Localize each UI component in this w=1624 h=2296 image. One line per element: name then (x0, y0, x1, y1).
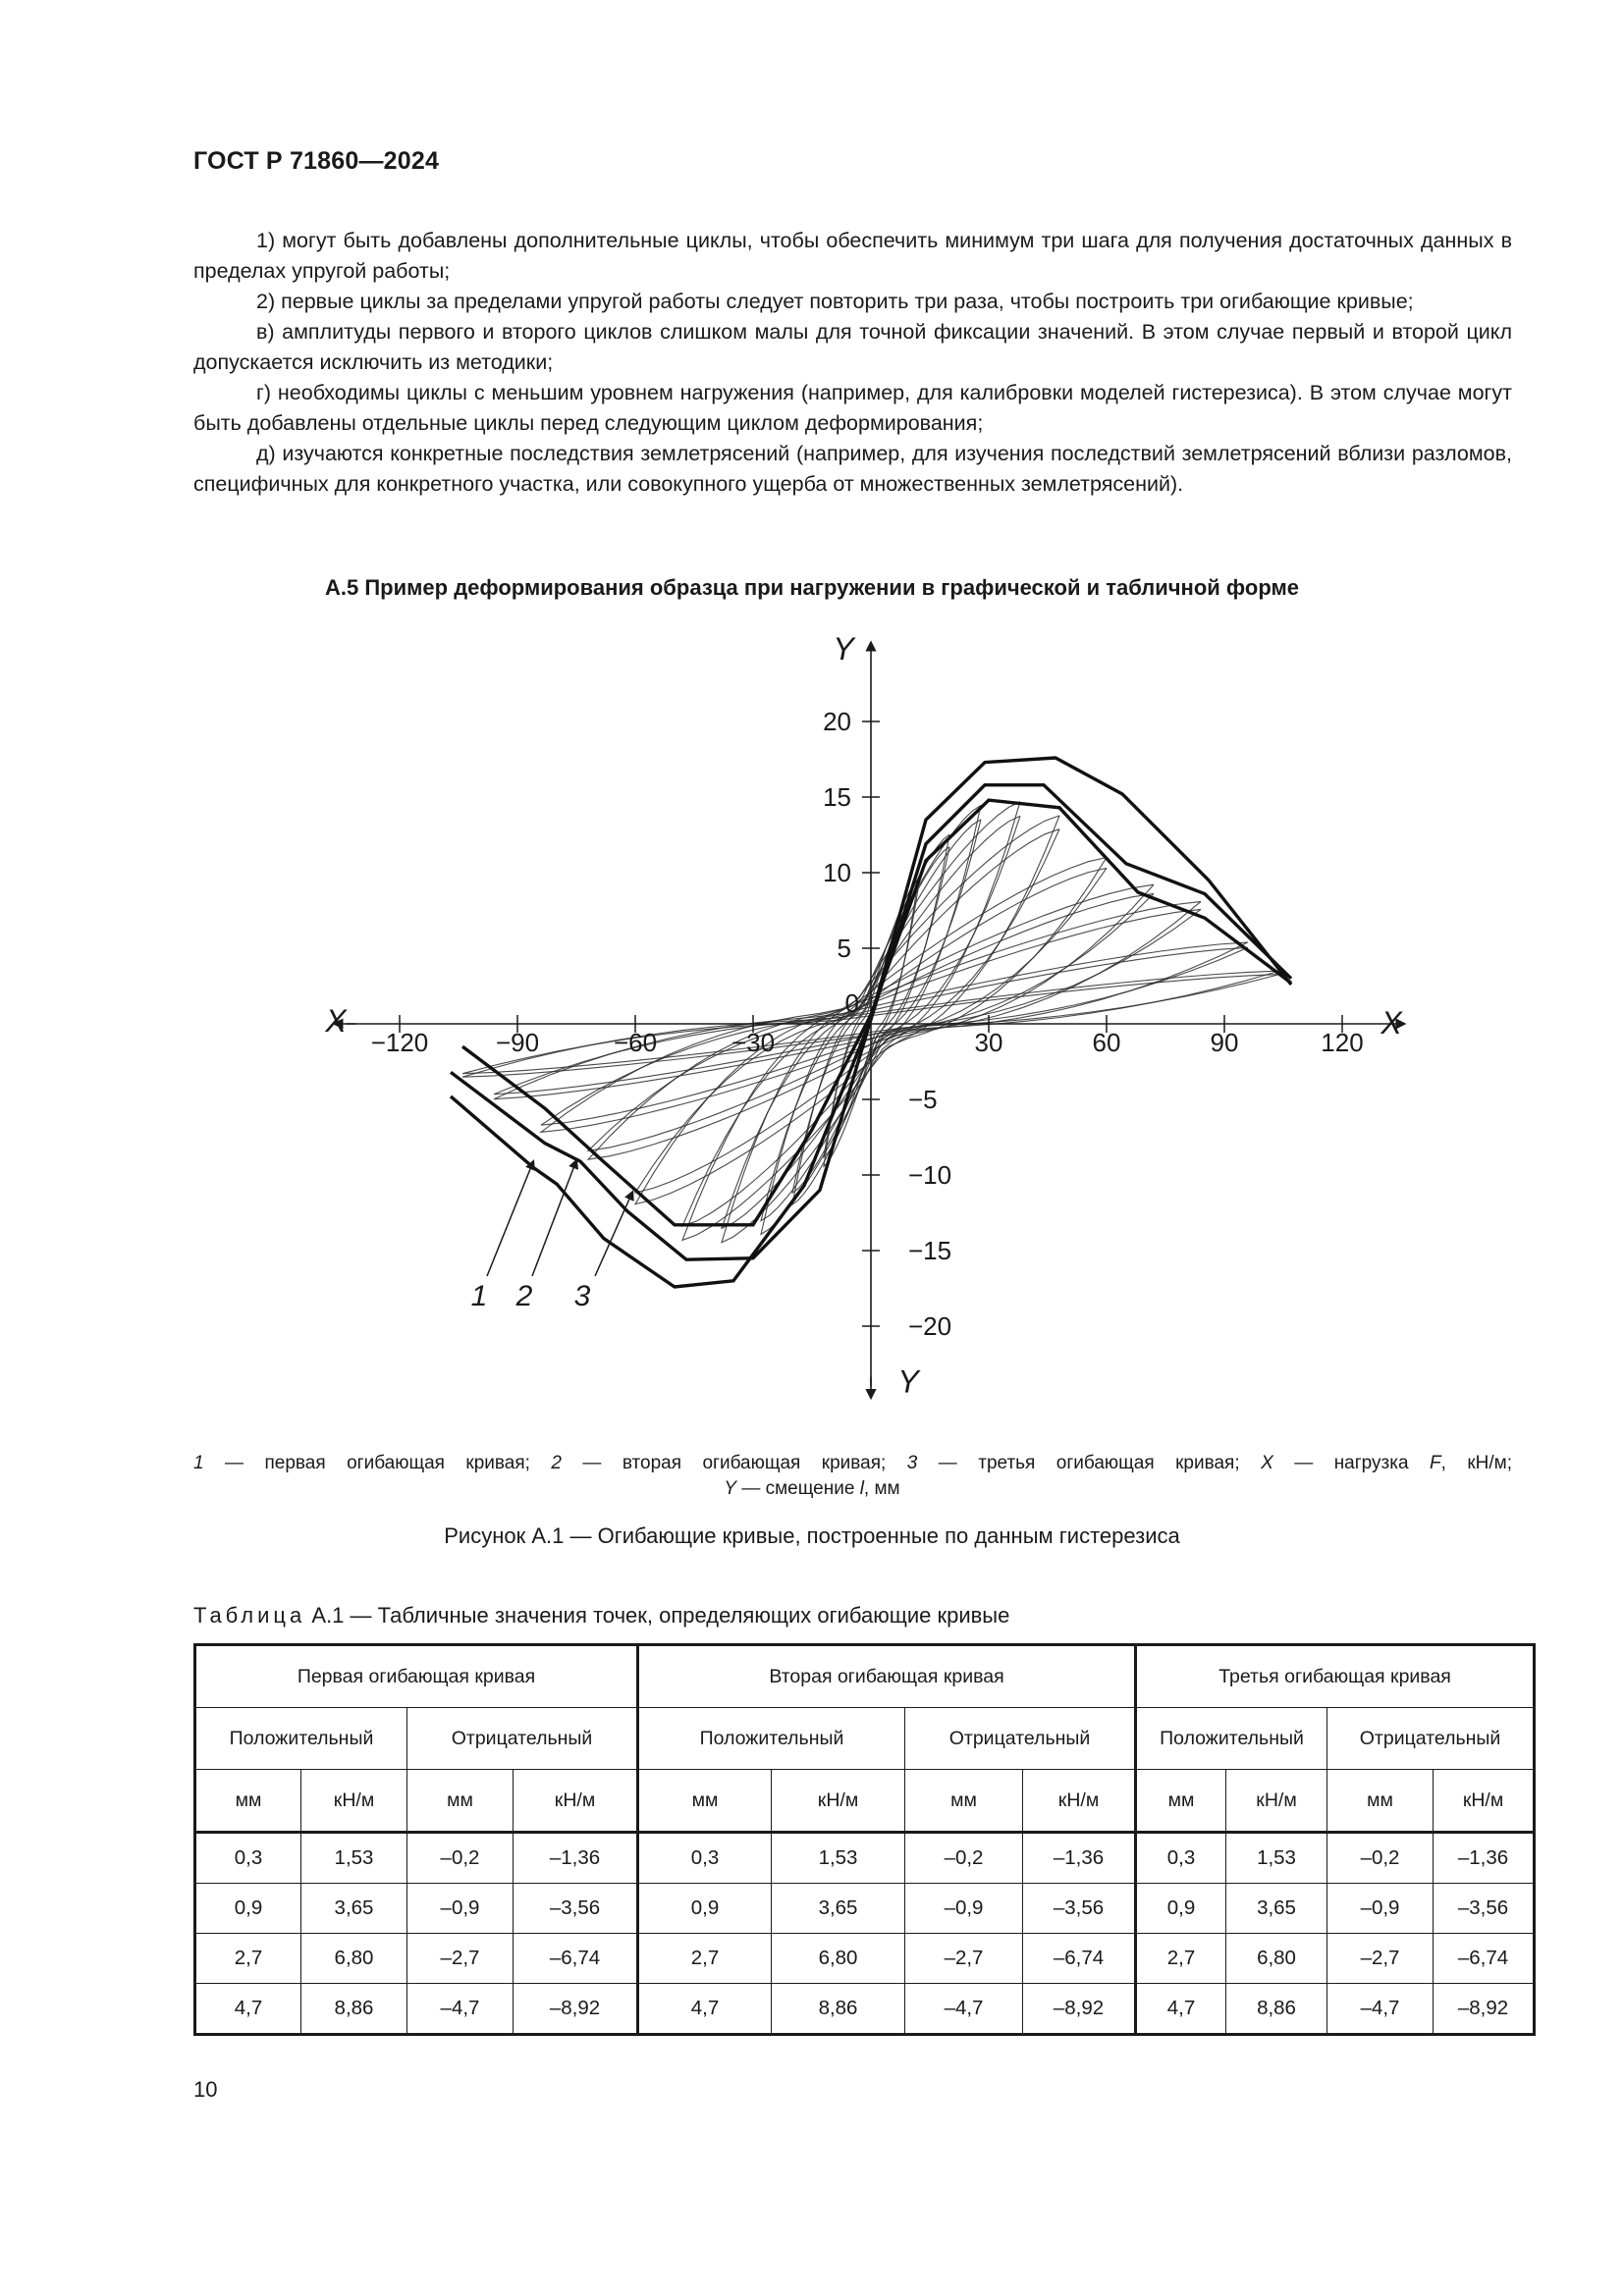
unit-header: кН/м (1434, 1770, 1535, 1833)
table-cell: –8,92 (1023, 1984, 1136, 2035)
table-cell: 4,7 (638, 1984, 772, 2035)
unit-header: кН/м (1023, 1770, 1136, 1833)
unit-header: мм (638, 1770, 772, 1833)
x-tick-label: 120 (1321, 1028, 1364, 1057)
chart-labels (324, 631, 1403, 1400)
y-tick-label: 10 (823, 858, 851, 887)
origin-label: 0 (844, 988, 859, 1018)
table-row (195, 1884, 1535, 1934)
document-header: ГОСТ Р 71860—2024 (193, 147, 440, 175)
unit-header: кН/м (772, 1770, 905, 1833)
table-cell: 2,7 (1136, 1934, 1226, 1984)
table-row (195, 1833, 1535, 1884)
curve-label: 1 (470, 1280, 488, 1312)
table-title (193, 1603, 1009, 1629)
page-number: 10 (193, 2077, 218, 2102)
table-cell: –1,36 (1023, 1833, 1136, 1884)
table-cell: –0,9 (1327, 1884, 1434, 1934)
paragraph: г) необходимы циклы с меньшим уровнем нагружения (например, для калибровки моделей гистерезиса). В этом случае могут быть добавлены отдельные циклы перед следующим циклом деформирования; (193, 381, 1512, 435)
table-cell: 6,80 (772, 1934, 905, 1984)
table-cell: –2,7 (1327, 1934, 1434, 1984)
x-tick-label: 30 (974, 1028, 1003, 1057)
table-cell: 3,65 (1226, 1884, 1327, 1934)
table-cell: 0,3 (638, 1833, 772, 1884)
table-cell: 8,86 (772, 1984, 905, 2035)
y-tick-label: −10 (908, 1160, 952, 1190)
subgroup-header: Положительный (638, 1708, 905, 1770)
curve-leader-line (487, 1164, 532, 1276)
table-cell: –4,7 (1327, 1984, 1434, 2035)
paragraph: д) изучаются конкретные последствия землетрясений (например, для изучения последствий землетрясений вблизи разломов, специфичных для конкретного участка, или совокупного ущерба от множественных землетрясений). (193, 442, 1512, 496)
table-cell: 0,3 (1136, 1833, 1226, 1884)
table-cell: –0,9 (407, 1884, 514, 1934)
envelope-points-table (193, 1643, 1536, 2036)
y-tick-label: 5 (837, 934, 851, 963)
table-cell: 6,80 (301, 1934, 407, 1984)
table-row (195, 1984, 1535, 2035)
x-tick-label: −90 (495, 1028, 540, 1057)
paragraph: 2) первые циклы за пределами упругой работы следует повторить три раза, чтобы построить три огибающие кривые; (256, 290, 1414, 313)
unit-header: мм (407, 1770, 514, 1833)
paragraph: 1) могут быть добавлены дополнительные циклы, чтобы обеспечить минимум три шага для получения достаточных данных в пределах упругой работы; (193, 229, 1512, 283)
y-tick-label: 20 (823, 707, 851, 736)
group-header: Первая огибающая кривая (195, 1645, 638, 1708)
table-cell: –0,2 (905, 1833, 1023, 1884)
y-tick-label: 15 (823, 782, 851, 812)
table-cell: –2,7 (407, 1934, 514, 1984)
subgroup-header: Отрицательный (407, 1708, 638, 1770)
unit-header: мм (195, 1770, 301, 1833)
table-cell: 2,7 (195, 1934, 301, 1984)
table-cell: –2,7 (905, 1934, 1023, 1984)
table-cell: –0,2 (407, 1833, 514, 1884)
subgroup-header: Положительный (1136, 1708, 1327, 1770)
table-cell: –8,92 (1434, 1984, 1535, 2035)
table-cell: 4,7 (1136, 1984, 1226, 2035)
subgroup-header: Положительный (195, 1708, 407, 1770)
subgroup-header: Отрицательный (905, 1708, 1136, 1770)
x-tick-label: 90 (1210, 1028, 1239, 1057)
table-cell: 3,65 (301, 1884, 407, 1934)
unit-header: кН/м (1226, 1770, 1327, 1833)
table-cell: –3,56 (514, 1884, 638, 1934)
table-cell: 2,7 (638, 1934, 772, 1984)
unit-header: мм (1136, 1770, 1226, 1833)
table-cell: 0,9 (638, 1884, 772, 1934)
table-cell: 1,53 (1226, 1833, 1327, 1884)
table-label: Таблица (193, 1603, 306, 1628)
table-row (195, 1934, 1535, 1984)
table-cell: 1,53 (772, 1833, 905, 1884)
y-tick-label: −20 (908, 1311, 952, 1341)
table-title-text: А.1 — Табличные значения точек, определяющих огибающие кривые (311, 1603, 1010, 1628)
y-tick-label: −15 (908, 1236, 952, 1265)
table-cell: –3,56 (1434, 1884, 1535, 1934)
curve-label: 2 (515, 1280, 533, 1312)
table-cell: –4,7 (905, 1984, 1023, 2035)
group-header: Вторая огибающая кривая (638, 1645, 1136, 1708)
table-cell: –1,36 (514, 1833, 638, 1884)
figure-caption: Рисунок А.1 — Огибающие кривые, построенные по данным гистерезиса (444, 1523, 1180, 1548)
table-cell: –1,36 (1434, 1833, 1535, 1884)
y-axis-label-top: Y (833, 631, 854, 667)
table-cell: –8,92 (514, 1984, 638, 2035)
table-cell: –6,74 (514, 1934, 638, 1984)
table-cell: –0,2 (1327, 1833, 1434, 1884)
table-cell: 0,3 (195, 1833, 301, 1884)
table-cell: 6,80 (1226, 1934, 1327, 1984)
x-tick-label: −30 (731, 1028, 776, 1057)
unit-header: мм (1327, 1770, 1434, 1833)
curve-label: 3 (573, 1280, 591, 1312)
section-title: А.5 Пример деформирования образца при нагружении в графической и табличной форме (325, 575, 1299, 600)
table-cell: –0,9 (905, 1884, 1023, 1934)
y-axis-label-bottom: Y (897, 1363, 919, 1400)
x-tick-label: −120 (370, 1028, 429, 1057)
table-cell: –6,74 (1434, 1934, 1535, 1984)
paragraph: в) амплитуды первого и второго циклов слишком малы для точной фиксации значений. В этом случае первый и второй цикл допускается исключить из методики; (193, 320, 1512, 374)
table-cell: –4,7 (407, 1984, 514, 2035)
unit-header: мм (905, 1770, 1023, 1833)
table-cell: 4,7 (195, 1984, 301, 2035)
table-cell: –3,56 (1023, 1884, 1136, 1934)
table-cell: 1,53 (301, 1833, 407, 1884)
y-tick-label: −5 (908, 1085, 938, 1114)
table-cell: 8,86 (301, 1984, 407, 2035)
unit-header: кН/м (301, 1770, 407, 1833)
x-axis-label-left: X (325, 1003, 347, 1039)
table-cell: 8,86 (1226, 1984, 1327, 2035)
table-cell: 0,9 (1136, 1884, 1226, 1934)
table-cell: –6,74 (1023, 1934, 1136, 1984)
group-header: Третья огибающая кривая (1136, 1645, 1535, 1708)
table-cell: 3,65 (772, 1884, 905, 1934)
table-cell: 0,9 (195, 1884, 301, 1934)
subgroup-header: Отрицательный (1327, 1708, 1535, 1770)
x-axis-label-right: X (1380, 1005, 1402, 1041)
unit-header: кН/м (514, 1770, 638, 1833)
figure-legend-line2: Y — смещение l, мм (724, 1478, 900, 1499)
figure-legend: 1 — первая огибающая кривая; 2 — вторая огибающая кривая; 3 — третья огибающая кривая; X — нагрузка F, кН/м; (193, 1453, 1512, 1473)
x-tick-label: −60 (613, 1028, 658, 1057)
x-tick-label: 60 (1092, 1028, 1121, 1057)
